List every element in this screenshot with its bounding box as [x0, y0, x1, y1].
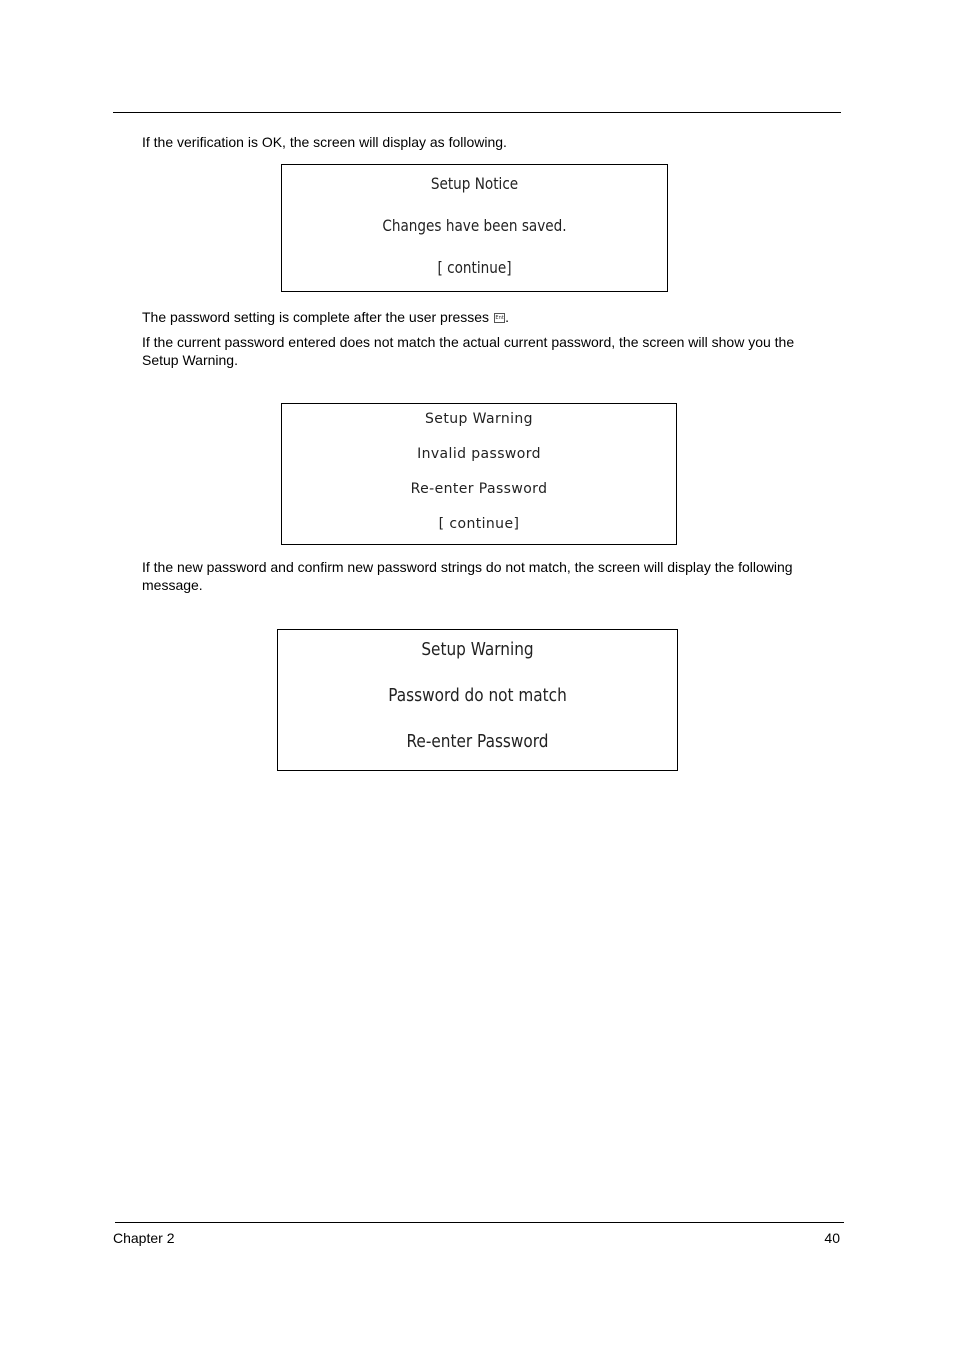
- paragraph-new-mismatch: If the new password and confirm new password strings do not match, the screen will display the following message.: [142, 559, 793, 593]
- paragraph-text: The password setting is complete after the user presses: [142, 309, 490, 325]
- dialog-title: Setup Warning: [421, 639, 534, 660]
- setup-notice-dialog: [281, 164, 668, 292]
- footer-chapter: Chapter 2: [113, 1230, 175, 1246]
- header-rule: [113, 112, 841, 113]
- dialog-message: Changes have been saved.: [382, 216, 567, 235]
- continue-button[interactable]: [ continue]: [438, 516, 520, 532]
- footer-rule: [115, 1222, 844, 1223]
- footer-page-number: 40: [824, 1230, 840, 1246]
- paragraph-current-mismatch: If the current password entered does not match the actual current password, the screen will show you the Setup Warning.: [142, 334, 795, 368]
- dialog-message: Password do not match: [388, 685, 567, 706]
- dialog-hint: Re-enter Password: [410, 481, 548, 497]
- setup-warning-mismatch-dialog: [277, 629, 678, 771]
- setup-warning-invalid-dialog: [281, 403, 677, 545]
- dialog-title: Setup Notice: [430, 174, 519, 193]
- paragraph-setting-complete: [142, 308, 832, 326]
- paragraph-end: .: [505, 309, 509, 325]
- paragraph-verification-ok: If the verification is OK, the screen will display as following.: [142, 134, 507, 150]
- dialog-message: Invalid password: [417, 446, 541, 462]
- continue-button[interactable]: [ continue]: [437, 258, 512, 277]
- dialog-title: Setup Warning: [425, 411, 533, 427]
- enter-key-icon: Ent: [495, 315, 504, 321]
- dialog-hint: Re-enter Password: [406, 731, 549, 752]
